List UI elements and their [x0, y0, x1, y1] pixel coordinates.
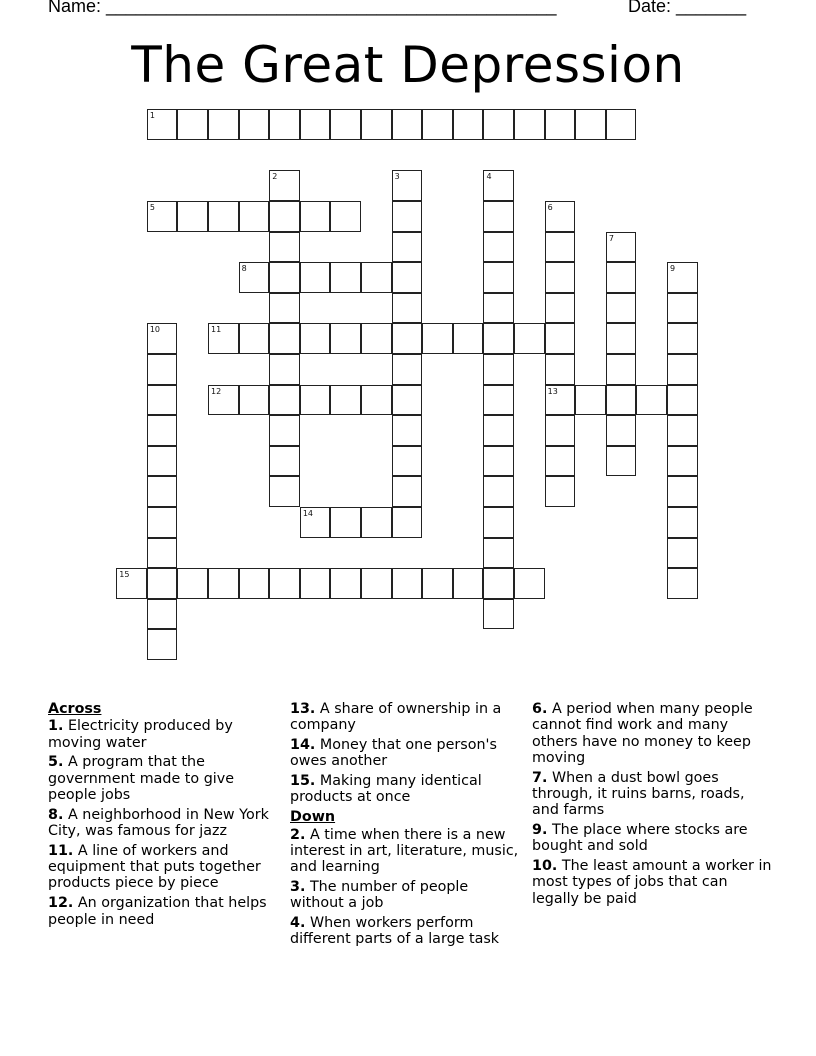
grid-cell[interactable]: [667, 476, 698, 507]
grid-cell[interactable]: [483, 385, 514, 416]
grid-cell[interactable]: [147, 476, 178, 507]
grid-cell[interactable]: [300, 262, 331, 293]
clue-text: A time when there is a new interest in art, literature, music, and learning: [290, 826, 519, 876]
grid-cell[interactable]: [606, 293, 637, 324]
grid-cell[interactable]: [208, 568, 239, 599]
clues-column-3: [532, 701, 772, 911]
clue-down-7: [532, 770, 772, 819]
grid-cell[interactable]: [483, 323, 514, 354]
grid-cell[interactable]: [269, 232, 300, 263]
grid-cell[interactable]: [483, 476, 514, 507]
clue-number: 2.: [290, 826, 306, 843]
clue-number: 13.: [290, 701, 316, 717]
grid-cell[interactable]: [545, 476, 576, 507]
grid-cell[interactable]: [514, 109, 545, 140]
grid-cell[interactable]: [361, 109, 392, 140]
grid-cell[interactable]: [147, 568, 178, 599]
clues-column-1: [48, 701, 283, 931]
grid-cell[interactable]: [330, 323, 361, 354]
clue-number: 12.: [48, 895, 74, 912]
grid-cell[interactable]: [208, 109, 239, 140]
grid-cell[interactable]: [330, 568, 361, 599]
grid-cell[interactable]: [392, 476, 423, 507]
grid-cell[interactable]: [392, 385, 423, 416]
grid-cell[interactable]: [239, 262, 270, 293]
across-heading: Across: [48, 701, 102, 717]
grid-cell[interactable]: [330, 109, 361, 140]
grid-cell[interactable]: [667, 446, 698, 477]
grid-cell[interactable]: [269, 415, 300, 446]
grid-cell[interactable]: [361, 323, 392, 354]
grid-cell[interactable]: [269, 354, 300, 385]
grid-cell[interactable]: [269, 385, 300, 416]
grid-cell[interactable]: [361, 262, 392, 293]
clue-number-label: 15: [119, 570, 130, 580]
grid-cell[interactable]: [606, 446, 637, 477]
down-heading: Down: [290, 809, 336, 826]
grid-cell[interactable]: [392, 415, 423, 446]
grid-cell[interactable]: [422, 109, 453, 140]
grid-cell[interactable]: [269, 170, 300, 201]
grid-cell[interactable]: [330, 262, 361, 293]
grid-cell[interactable]: [606, 109, 637, 140]
clue-number-label: 8: [241, 264, 247, 274]
grid-cell[interactable]: [300, 201, 331, 232]
grid-cell[interactable]: [300, 109, 331, 140]
grid-cell[interactable]: [147, 415, 178, 446]
grid-cell[interactable]: [667, 415, 698, 446]
grid-cell[interactable]: [483, 599, 514, 630]
clue-text: The number of people without a job: [290, 878, 469, 912]
grid-cell[interactable]: [239, 201, 270, 232]
clue-number: 3.: [290, 878, 306, 895]
grid-cell[interactable]: [575, 109, 606, 140]
grid-cell[interactable]: [269, 323, 300, 354]
grid-cell[interactable]: [667, 538, 698, 569]
grid-cell[interactable]: [300, 568, 331, 599]
grid-cell[interactable]: [606, 385, 637, 416]
clue-number: 8.: [48, 806, 64, 823]
clue-number-label: 4: [486, 172, 492, 182]
grid-cell[interactable]: [606, 262, 637, 293]
grid-cell[interactable]: [606, 415, 637, 446]
grid-cell[interactable]: [330, 385, 361, 416]
grid-cell[interactable]: [147, 599, 178, 630]
clue-number: 11.: [48, 842, 74, 859]
grid-cell[interactable]: [361, 568, 392, 599]
grid-cell[interactable]: [392, 568, 423, 599]
grid-cell[interactable]: [545, 385, 576, 416]
clue-down-3: [290, 879, 525, 912]
grid-cell[interactable]: [545, 323, 576, 354]
clue-text: The place where stocks are bought and sold: [532, 822, 748, 855]
grid-cell[interactable]: [147, 507, 178, 538]
grid-cell[interactable]: [269, 262, 300, 293]
grid-cell[interactable]: [177, 568, 208, 599]
grid-cell[interactable]: [667, 323, 698, 354]
grid-cell[interactable]: [606, 354, 637, 385]
grid-cell[interactable]: [269, 446, 300, 477]
clue-down-6: [532, 701, 772, 766]
clue-number-label: 12: [211, 386, 222, 396]
clue-text: Money that one person's owes another: [290, 737, 497, 770]
grid-cell[interactable]: [392, 232, 423, 263]
grid-cell[interactable]: [667, 262, 698, 293]
grid-cell[interactable]: [177, 109, 208, 140]
clue-text: When workers perform different parts of a large task: [290, 915, 500, 948]
grid-cell[interactable]: [422, 323, 453, 354]
clue-number-label: 10: [149, 325, 161, 335]
grid-cell[interactable]: [392, 109, 423, 140]
grid-cell[interactable]: [330, 201, 361, 232]
grid-cell[interactable]: [453, 323, 484, 354]
clue-across-5: [48, 754, 283, 803]
grid-cell[interactable]: [239, 568, 270, 599]
grid-cell[interactable]: [667, 354, 698, 385]
clue-down-4: [290, 915, 525, 948]
clue-number-label: 11: [211, 325, 222, 335]
name-field[interactable]: Name: _____________________________________________: [48, 0, 557, 16]
grid-cell[interactable]: [147, 323, 178, 354]
grid-cell[interactable]: [147, 446, 178, 477]
grid-cell[interactable]: [392, 323, 423, 354]
clue-number: 15.: [290, 773, 316, 790]
grid-cell[interactable]: [116, 568, 147, 599]
grid-cell[interactable]: [483, 446, 514, 477]
clue-number-label: 3: [394, 172, 400, 182]
clue-number-label: 7: [608, 233, 614, 243]
grid-cell[interactable]: [483, 538, 514, 569]
grid-cell[interactable]: [239, 385, 270, 416]
clue-number: 14.: [290, 737, 316, 754]
clue-down-2: [290, 827, 525, 876]
clue-number-label: 2: [272, 172, 278, 182]
grid-cell[interactable]: [545, 446, 576, 477]
grid-cell[interactable]: [300, 507, 331, 538]
grid-cell[interactable]: [667, 293, 698, 324]
grid-cell[interactable]: [575, 385, 606, 416]
clue-number: 4.: [290, 915, 306, 932]
clue-number: 1.: [48, 718, 64, 735]
grid-cell[interactable]: [483, 232, 514, 263]
grid-cell[interactable]: [392, 293, 423, 324]
grid-cell[interactable]: [392, 507, 423, 538]
grid-cell[interactable]: [177, 201, 208, 232]
clue-across-1: [48, 718, 283, 751]
grid-cell[interactable]: [483, 415, 514, 446]
grid-cell[interactable]: [483, 170, 514, 201]
grid-cell[interactable]: [330, 507, 361, 538]
grid-cell[interactable]: [514, 323, 545, 354]
grid-cell[interactable]: [269, 109, 300, 140]
grid-cell[interactable]: [269, 293, 300, 324]
grid-cell[interactable]: [667, 385, 698, 416]
grid-cell[interactable]: [269, 201, 300, 232]
clue-text: The least amount a worker in most types of jobs that can legally be paid: [532, 858, 772, 907]
grid-cell[interactable]: [147, 201, 178, 232]
clue-text: A program that the government made to give people jobs: [48, 754, 235, 803]
clue-text: A line of workers and equipment that puts together products piece by piece: [48, 842, 261, 892]
clue-across-14: [290, 737, 525, 770]
grid-cell[interactable]: [147, 354, 178, 385]
clue-across-8: [48, 807, 283, 840]
clue-across-11: [48, 843, 283, 892]
grid-cell[interactable]: [147, 109, 178, 140]
clue-number-label: 1: [149, 111, 155, 121]
clue-number-label: 9: [670, 264, 676, 274]
clue-text: Electricity produced by moving water: [48, 718, 233, 751]
grid-cell[interactable]: [545, 201, 576, 232]
grid-cell[interactable]: [483, 354, 514, 385]
clue-text: An organization that helps people in need: [48, 895, 267, 928]
clue-text: Making many identical products at once: [290, 773, 482, 806]
grid-cell[interactable]: [667, 568, 698, 599]
clue-number-label: 5: [149, 203, 155, 213]
grid-cell[interactable]: [453, 568, 484, 599]
grid-cell[interactable]: [392, 262, 423, 293]
clue-number: 10.: [532, 858, 558, 875]
grid-cell[interactable]: [483, 262, 514, 293]
grid-cell[interactable]: [300, 323, 331, 354]
clue-number-label: 14: [302, 509, 314, 519]
grid-cell[interactable]: [483, 109, 514, 140]
grid-cell[interactable]: [545, 232, 576, 263]
clue-text: A share of ownership in a company: [290, 701, 502, 734]
clue-number-label: 13: [547, 386, 558, 396]
clue-number: 9.: [532, 822, 548, 839]
clue-number: 7.: [532, 769, 548, 786]
clues-column-2: [290, 701, 525, 951]
grid-cell[interactable]: [269, 476, 300, 507]
clue-across-12: [48, 895, 283, 928]
grid-cell[interactable]: [514, 568, 545, 599]
clue-number: 6.: [532, 701, 548, 717]
grid-cell[interactable]: [606, 323, 637, 354]
date-field[interactable]: Date: _______: [628, 0, 747, 16]
grid-cell[interactable]: [392, 354, 423, 385]
grid-cell[interactable]: [361, 385, 392, 416]
clue-text: A period when many people cannot find work and many others have no money to keep moving: [532, 701, 753, 766]
clue-across-13: [290, 701, 525, 734]
grid-cell[interactable]: [147, 385, 178, 416]
page-title: The Great Depression: [131, 36, 685, 94]
grid-cell[interactable]: [392, 170, 423, 201]
grid-cell[interactable]: [361, 507, 392, 538]
grid-cell[interactable]: [545, 262, 576, 293]
grid-cell[interactable]: [483, 293, 514, 324]
grid-cell[interactable]: [300, 385, 331, 416]
grid-cell[interactable]: [239, 109, 270, 140]
grid-cell[interactable]: [147, 538, 178, 569]
grid-cell[interactable]: [667, 507, 698, 538]
grid-cell[interactable]: [147, 629, 178, 660]
clue-down-9: [532, 822, 772, 855]
grid-cell[interactable]: [483, 568, 514, 599]
clue-down-10: [532, 858, 772, 907]
grid-cell[interactable]: [392, 201, 423, 232]
grid-cell[interactable]: [208, 201, 239, 232]
grid-cell[interactable]: [606, 232, 637, 263]
clue-text: When a dust bowl goes through, it ruins barns, roads, and farms: [532, 769, 745, 819]
clue-across-15: [290, 773, 525, 806]
grid-cell[interactable]: [636, 385, 667, 416]
grid-cell[interactable]: [422, 568, 453, 599]
grid-cell[interactable]: [208, 323, 239, 354]
grid-cell[interactable]: [483, 201, 514, 232]
grid-cell[interactable]: [269, 568, 300, 599]
grid-cell[interactable]: [392, 446, 423, 477]
grid-cell[interactable]: [545, 293, 576, 324]
grid-cell[interactable]: [545, 415, 576, 446]
grid-cell[interactable]: [483, 507, 514, 538]
grid-cell[interactable]: [239, 323, 270, 354]
clue-number-label: 6: [547, 203, 553, 213]
clue-number: 5.: [48, 754, 64, 771]
grid-cell[interactable]: [453, 109, 484, 140]
grid-cell[interactable]: [208, 385, 239, 416]
grid-cell[interactable]: [545, 109, 576, 140]
grid-cell[interactable]: [545, 354, 576, 385]
clue-text: A neighborhood in New York City, was famous for jazz: [48, 806, 269, 840]
